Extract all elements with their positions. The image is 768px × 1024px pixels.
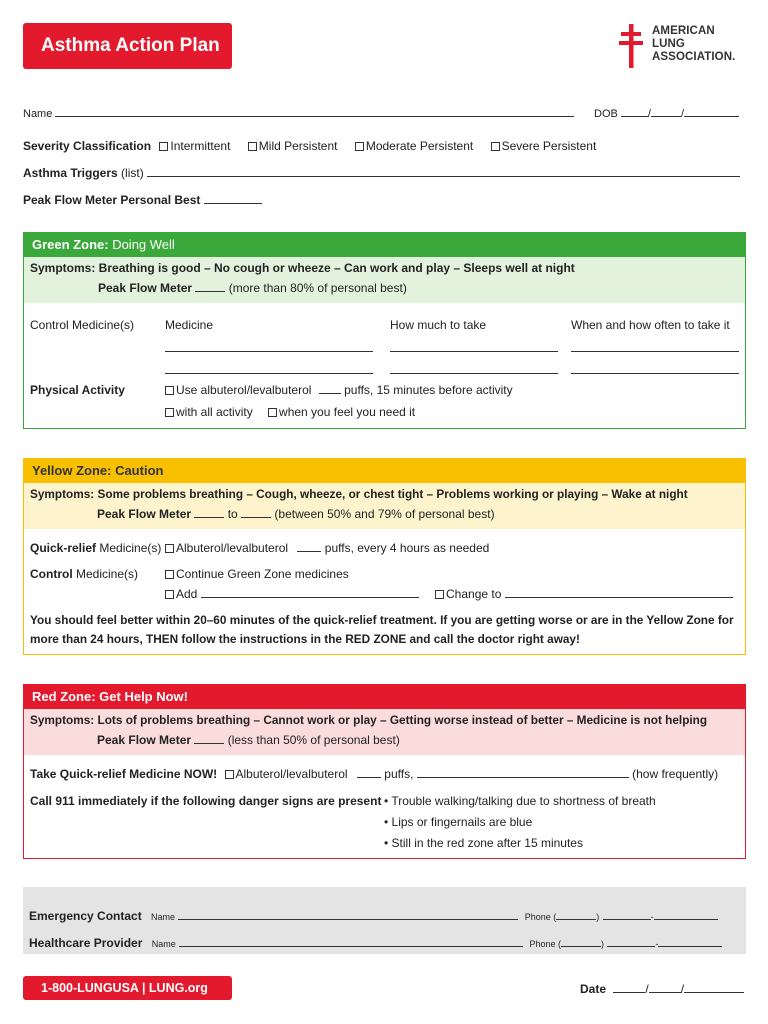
checkbox[interactable] [165, 544, 174, 553]
symptoms-text: Symptoms: Lots of problems breathing – Cannot work or play – Getting worse instead of better – Medicine is not helping [30, 713, 708, 727]
provider-name-field[interactable] [179, 938, 523, 947]
activity-option[interactable]: with all activity [165, 405, 253, 419]
emergency-contact-label: Emergency Contact [29, 909, 142, 923]
name-row [23, 106, 574, 120]
emergency-name-field[interactable] [178, 911, 518, 920]
activity-options [165, 405, 415, 419]
dob-day-field[interactable] [651, 106, 681, 117]
triggers-hint: (list) [121, 166, 144, 180]
red-zone-symptoms [24, 709, 745, 755]
dose-field[interactable] [390, 341, 558, 352]
checkbox[interactable] [165, 590, 174, 599]
checkbox[interactable] [435, 590, 444, 599]
activity-option[interactable]: when you feel you need it [268, 405, 415, 419]
danger-sign: • Lips or fingernails are blue [384, 815, 533, 829]
red-zone-header: Red Zone: Get Help Now! [24, 685, 745, 709]
name-label: Name [23, 108, 53, 120]
checkbox[interactable] [165, 386, 174, 395]
peak-flow-low-field[interactable] [194, 507, 224, 518]
quick-relief-option[interactable]: Albuterol/levalbuterol puffs, every 4 hours as needed [165, 541, 489, 555]
severity-label: Severity Classification [23, 139, 152, 153]
provider-area-code-field[interactable] [561, 938, 601, 947]
date-year-field[interactable] [684, 982, 744, 993]
triggers-label: Asthma Triggers [23, 166, 118, 180]
control-option[interactable]: Continue Green Zone medicines [165, 567, 349, 581]
yellow-zone [23, 458, 746, 655]
provider-phone-prefix-field[interactable] [607, 938, 655, 947]
dose-field[interactable] [390, 363, 558, 374]
yellow-warning-line: You should feel better within 20–60 minutes of the quick-relief treatment. If you are getting worse or are in the Yellow Zone for [30, 613, 734, 627]
frequency-field[interactable] [571, 363, 739, 374]
date-label: Date [580, 982, 607, 996]
danger-sign: • Trouble walking/talking due to shortness of breath [384, 794, 656, 808]
column-how-much: How much to take [390, 318, 487, 332]
healthcare-provider-label: Healthcare Provider [29, 936, 143, 950]
triggers-field[interactable] [147, 166, 740, 177]
checkbox[interactable] [225, 770, 234, 779]
healthcare-provider-row: Healthcare Provider Name Phone ( ) - [29, 936, 722, 950]
date-month-field[interactable] [613, 982, 645, 993]
control-option[interactable]: Change to [435, 587, 733, 601]
green-zone-header: Green Zone: Doing Well [24, 233, 745, 257]
control-medicine-label: Control Medicine(s) [30, 318, 135, 332]
danger-sign: • Still in the red zone after 15 minutes [384, 836, 583, 850]
dob-month-field[interactable] [621, 106, 648, 117]
checkbox[interactable] [165, 408, 174, 417]
control-medicine-row: Control Medicine(s) [30, 567, 139, 581]
medicine-field[interactable] [165, 363, 373, 374]
yellow-zone-symptoms [24, 483, 745, 529]
checkbox[interactable] [159, 142, 168, 151]
checkbox[interactable] [248, 142, 257, 151]
change-medicine-field[interactable] [505, 587, 733, 598]
checkbox[interactable] [165, 570, 174, 579]
peak-flow-line: Peak Flow Meter to (between 50% and 79% of personal best) [97, 507, 495, 521]
checkbox[interactable] [355, 142, 364, 151]
frequency-field[interactable] [571, 341, 739, 352]
footer-contact-badge: 1-800-LUNGUSA | LUNG.org [23, 976, 232, 1000]
emergency-phone-line-field[interactable] [654, 911, 718, 920]
severity-option[interactable]: Moderate Persistent [355, 139, 473, 153]
organization-logo [618, 24, 753, 70]
peak-flow-label: Peak Flow Meter Personal Best [23, 193, 201, 207]
logo-line: AMERICAN [652, 25, 715, 37]
medicine-field[interactable] [165, 341, 373, 352]
logo-line: ASSOCIATION. [652, 51, 736, 63]
puffs-field[interactable] [357, 767, 381, 778]
severity-row [23, 139, 596, 153]
physical-activity-label: Physical Activity [30, 383, 125, 397]
peak-flow-field[interactable] [194, 733, 224, 744]
green-zone-symptoms [24, 257, 745, 303]
symptoms-text: Symptoms: Some problems breathing – Cough, wheeze, or chest tight – Problems working or playing – Wake at night [30, 487, 688, 501]
emergency-phone-prefix-field[interactable] [603, 911, 651, 920]
emergency-area-code-field[interactable] [556, 911, 596, 920]
green-zone [23, 232, 746, 429]
column-medicine: Medicine [165, 318, 214, 332]
provider-phone-line-field[interactable] [658, 938, 722, 947]
dob-label: DOB [594, 108, 618, 120]
name-field[interactable] [55, 106, 574, 117]
page-title: Asthma Action Plan [23, 23, 232, 69]
contacts-panel [23, 887, 746, 954]
cross-of-lorraine-icon [618, 24, 644, 70]
logo-line: LUNG [652, 38, 685, 50]
checkbox[interactable] [268, 408, 277, 417]
date-day-field[interactable] [649, 982, 681, 993]
dob-year-field[interactable] [684, 106, 739, 117]
activity-option[interactable]: Use albuterol/levalbuterol puffs, 15 minutes before activity [165, 383, 513, 397]
yellow-zone-header: Yellow Zone: Caution [24, 459, 745, 483]
call-911-label: Call 911 immediately if the following danger signs are present [30, 794, 382, 808]
red-zone [23, 684, 746, 859]
peak-flow-line: Peak Flow Meter (more than 80% of personal best) [98, 281, 407, 295]
triggers-row [23, 166, 740, 180]
severity-option[interactable]: Mild Persistent [248, 139, 338, 153]
yellow-warning-line: more than 24 hours, THEN follow the instructions in the RED ZONE and call the doctor right away! [30, 632, 580, 646]
date-row: Date / / [580, 982, 744, 996]
emergency-contact-row: Emergency Contact Name Phone ( ) - [29, 909, 718, 923]
peak-flow-high-field[interactable] [241, 507, 271, 518]
peak-flow-line: Peak Flow Meter (less than 50% of personal best) [97, 733, 400, 747]
column-when: When and how often to take it [571, 318, 730, 332]
puffs-field[interactable] [319, 383, 341, 394]
control-option[interactable]: Add [165, 587, 419, 601]
add-medicine-field[interactable] [201, 587, 419, 598]
peak-flow-field[interactable] [195, 281, 225, 292]
peak-flow-field[interactable] [204, 193, 262, 204]
quick-relief-row: Quick-relief Medicine(s) [30, 541, 162, 555]
symptoms-text: Symptoms: Breathing is good – No cough or wheeze – Can work and play – Sleeps well at night [30, 261, 575, 275]
dob-row: DOB / / [594, 106, 739, 120]
take-medicine-row: Take Quick-relief Medicine NOW! Albuterol/levalbuterol puffs, (how frequently) [30, 767, 719, 781]
checkbox[interactable] [491, 142, 500, 151]
puffs-field[interactable] [297, 541, 321, 552]
frequency-field[interactable] [417, 767, 629, 778]
peak-flow-row [23, 193, 262, 207]
severity-option[interactable]: Intermittent [159, 139, 230, 153]
severity-option[interactable]: Severe Persistent [491, 139, 597, 153]
